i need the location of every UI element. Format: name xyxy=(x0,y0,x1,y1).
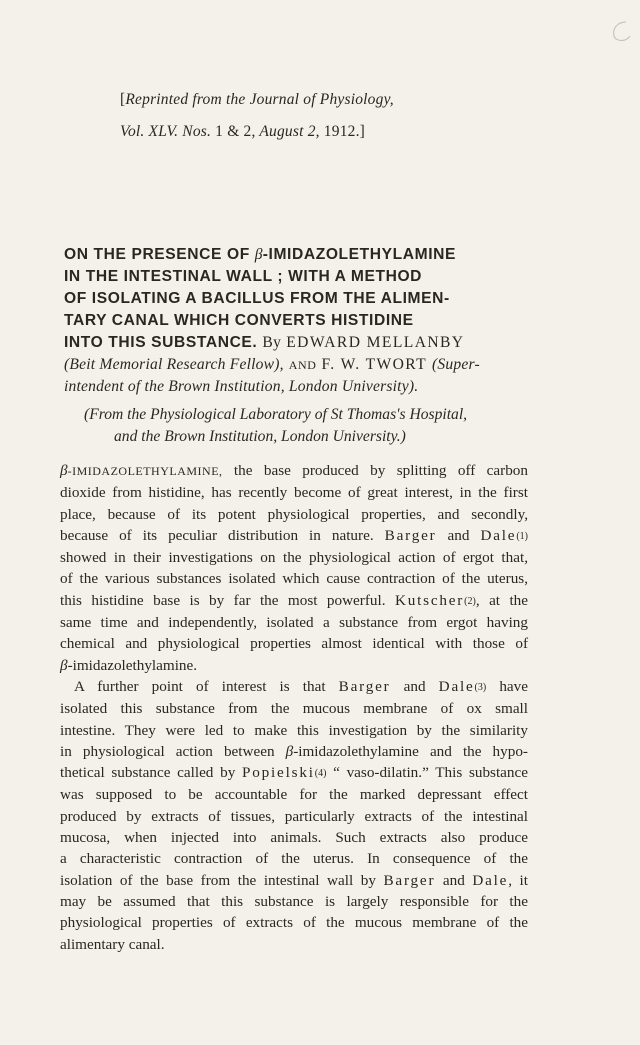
p2-line-10: isolation of the base from the intestinal wall by Barger and Dale, it xyxy=(60,871,528,889)
p1-line-6: of the various substances isolated which cause contraction of the uterus, xyxy=(60,570,528,588)
citation-1: (1) xyxy=(516,530,528,542)
p1-line-10: β-imidazolethylamine. xyxy=(60,656,198,674)
reprint-line-2: Vol. XLV. Nos. 1 & 2, August 2, 1912.] xyxy=(120,123,366,140)
p2-line-5: thetical substance called by Popielski(4) “ vaso-dilatin.” This substance xyxy=(60,764,528,782)
p2-line-4: in physiological action between β-imidazolethylamine and the hypo- xyxy=(60,742,528,760)
byline-and: AND xyxy=(288,358,317,372)
author-ref-kutscher: Kutscher xyxy=(394,591,465,609)
author-ref-popielski: Popielski xyxy=(242,764,315,782)
p2-line-7: produced by extracts of tissues, particularly extracts of the intestinal xyxy=(60,807,528,825)
title-line-6: (Beit Memorial Research Fellow), AND F. W. TWORT (Super- xyxy=(64,356,480,373)
p1-line-4: because of its peculiar distribution in nature. Barger and Dale(1) xyxy=(60,526,528,544)
paragraph-2 xyxy=(60,676,528,955)
reprint-line-1: [Reprinted from the Journal of Physiology, xyxy=(120,91,394,108)
author-affiliation-2: intendent of the Brown Institution, London University). xyxy=(64,378,419,395)
author-affiliation-1: (Beit Memorial Research Fellow), xyxy=(64,356,284,373)
p1-line-7: this histidine base is by far the most powerful. Kutscher(2), at the xyxy=(60,591,528,609)
p2-line-2: isolated this substance from the mucous membrane of ox small xyxy=(60,700,528,718)
article-title xyxy=(64,244,530,398)
p1-line-3: place, because of its potent physiological properties, and secondly, xyxy=(60,505,528,523)
title-line-2: IN THE INTESTINAL WALL ; WITH A METHOD xyxy=(64,268,423,285)
p1-line-2: dioxide from histidine, has recently become of great interest, in the first xyxy=(60,484,528,502)
p2-line-3: intestine. They were led to make this investigation by the similarity xyxy=(60,721,528,739)
citation-3: (3) xyxy=(474,681,487,693)
reprint-notice xyxy=(120,84,394,148)
author-ref-dale: Dale xyxy=(480,526,517,544)
author-ref-dale: Dale xyxy=(472,871,509,889)
author-ref-barger: Barger xyxy=(384,526,437,544)
p2-line-8: mucosa, when injected into animals. Such extracts also produce xyxy=(60,829,528,847)
article-body xyxy=(60,460,528,955)
page-corner-mark xyxy=(604,14,634,44)
p2-line-1: A further point of interest is that Barger and Dale(3) have xyxy=(74,677,528,695)
citation-4: (4) xyxy=(314,768,327,780)
title-line-3: OF ISOLATING A BACILLUS FROM THE ALIMEN- xyxy=(64,290,450,307)
p1-line-8: same time and independently, isolated a substance from ergot having xyxy=(60,614,528,632)
p2-line-9: a characteristic contraction of the uterus. In consequence of the xyxy=(60,850,528,868)
p2-line-13: alimentary canal. xyxy=(60,935,165,953)
p2-line-6: was supposed to be accountable for the marked depressant effect xyxy=(60,786,528,804)
title-line-1: ON THE PRESENCE OF β-IMIDAZOLETHYLAMINE xyxy=(64,246,457,263)
author-ref-dale: Dale xyxy=(438,677,475,695)
author-twort: F. W. TWORT xyxy=(321,356,428,373)
p1-line-1: β-IMIDAZOLETHYLAMINE, the base produced by splitting off carbon xyxy=(60,462,528,479)
institution-line-2: and the Brown Institution, London University.) xyxy=(114,428,406,445)
institution-line-1: (From the Physiological Laboratory of St Thomas's Hospital, xyxy=(84,406,468,423)
p1-line-5: showed in their investigations on the physiological action of ergot that, xyxy=(60,549,528,567)
author-ref-barger: Barger xyxy=(338,677,391,695)
title-line-5: INTO THIS SUBSTANCE. By EDWARD MELLANBY xyxy=(64,334,465,351)
citation-2: (2) xyxy=(464,595,476,607)
title-line-4: TARY CANAL WHICH CONVERTS HISTIDINE xyxy=(64,312,414,329)
paragraph-1 xyxy=(60,460,528,676)
institution-note xyxy=(84,404,467,448)
author-mellanby: EDWARD MELLANBY xyxy=(286,334,465,351)
p2-line-12: physiological properties of extracts of the mucous membrane of the xyxy=(60,914,528,932)
byline-by: By xyxy=(262,334,282,351)
author-ref-barger: Barger xyxy=(383,871,436,889)
p1-line-9: chemical and physiological properties almost identical with those of xyxy=(60,635,528,653)
p2-line-11: may be assumed that this substance is largely responsible for the xyxy=(60,892,528,910)
